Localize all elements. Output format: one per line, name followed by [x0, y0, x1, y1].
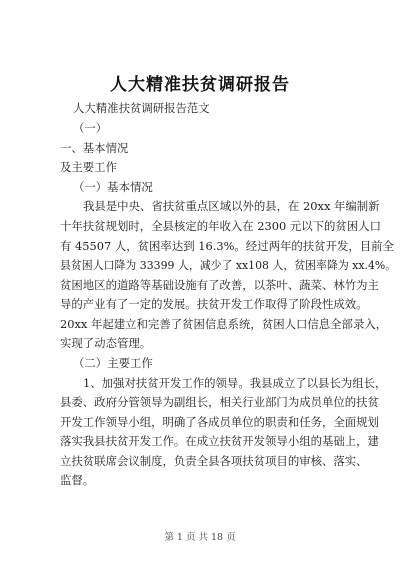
paragraph-line: 我县是中央、省扶贫重点区域以外的县，在 20xx 年编制新 — [83, 199, 380, 213]
paragraph-line: 20xx 年起建立和完善了贫困信息系统，贫困人口信息全部录入， — [60, 317, 388, 331]
document-subtitle: 人大精准扶贫调研报告范文 — [73, 101, 210, 115]
document-title: 人大精准扶贫调研报告 — [110, 75, 290, 95]
paragraph-line: 有 45507 人，贫困率达到 16.3%。经过两年的扶贫开发，目前全 — [60, 239, 394, 253]
paragraph-line: 县贫困人口降为 33399 人，减少了 xx108 人，贫困率降为 xx.4%。 — [60, 258, 397, 272]
section-subheading: 及主要工作 — [60, 160, 117, 174]
paragraph-line: 贫困地区的道路等基础设施有了改善，以茶叶、蔬菜、林竹为主 — [60, 278, 379, 292]
paragraph-line: 十年扶贫规划时，全县核定的年收入在 2300 元以下的贫困人口 — [60, 219, 381, 233]
section-heading: 一、基本情况 — [60, 141, 129, 155]
subsection-heading-basic: （一）基本情况 — [73, 180, 153, 194]
paragraph-line: 1、加强对扶贫开发工作的领导。我县成立了以县长为组长， — [83, 376, 387, 390]
paren-one: （一） — [73, 121, 108, 135]
paragraph-line: 监督。 — [60, 473, 95, 487]
paragraph-line: 实现了动态管理。 — [60, 336, 152, 350]
paragraph-line: 落实我县扶贫开发工作。在成立扶贫开发领导小组的基础上，建 — [60, 434, 379, 448]
page-footer: 第 1 页 共 18 页 — [164, 532, 236, 543]
paragraph-line: 立扶贫联席会议制度，负责全县各项扶贫项目的审核、落实、 — [60, 454, 368, 468]
paragraph-line: 开发工作领导小组，明确了各成员单位的职责和任务，全面规划 — [60, 415, 379, 429]
paragraph-line: 导的产业有了一定的发展。扶贫开发工作取得了阶段性成效。 — [60, 297, 368, 311]
paragraph-line: 县委、政府分管领导为副组长，相关行业部门为成员单位的扶贫 — [60, 395, 379, 409]
subsection-heading-work: （二）主要工作 — [73, 356, 153, 370]
